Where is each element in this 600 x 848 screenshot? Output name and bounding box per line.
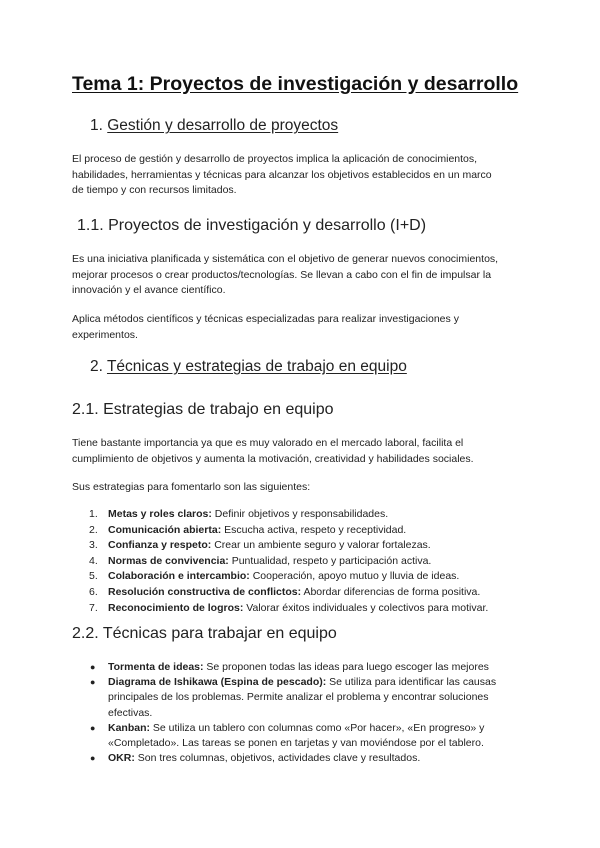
list-number: 1. — [89, 508, 98, 520]
paragraph-line: Es una iniciativa planificada y sistemática con el objetivo de generar nuevos conocimientos, — [72, 253, 499, 265]
paragraph-line: Tiene bastante importancia ya que es muy valorado en el mercado laboral, facilita el — [72, 437, 464, 449]
section-1-title: Gestión y desarrollo de proyectos — [107, 117, 339, 134]
section-2-heading — [90, 358, 407, 376]
list-text: Cooperación, apoyo mutuo y lluvia de ideas. — [249, 570, 460, 583]
list-text: Se utiliza un tablero con columnas como «Por hacer», «En progreso» y — [150, 721, 485, 734]
section-2-1-intro: Sus estrategias para fomentarlo son las siguientes: — [72, 481, 311, 493]
bullet-icon: ● — [90, 677, 96, 688]
page-title: Tema 1: Proyectos de investigación y desarrollo — [72, 73, 519, 95]
list-number: 2. — [89, 523, 98, 536]
list-item — [72, 721, 532, 751]
paragraph-line: experimentos. — [72, 328, 138, 341]
list-item — [72, 507, 488, 523]
bullet-icon: ● — [90, 753, 96, 764]
list-term: Resolución constructiva de conflictos: — [108, 585, 302, 598]
list-text: Se proponen todas las ideas para luego escoger las mejores — [203, 661, 489, 673]
list-term: Diagrama de Ishikawa (Espina de pescado): — [108, 676, 327, 689]
list-term: Reconocimiento de logros: — [108, 601, 244, 614]
section-1-1-heading: 1.1. Proyectos de investigación y desarrollo (I+D) — [77, 217, 427, 234]
list-item — [72, 675, 532, 721]
paragraph-line: innovación y el avance científico. — [72, 284, 226, 297]
paragraph-line: mejorar procesos o crear productos/tecnologías. Se llevan a cabo con el fin de impulsar la — [72, 268, 492, 281]
paragraph-line: de tiempo y con recursos limitados. — [72, 184, 237, 197]
list-text: Se utiliza para identificar las causas — [326, 676, 497, 689]
section-1-1-paragraph-1 — [72, 252, 532, 299]
list-item — [72, 523, 488, 539]
list-number: 7. — [89, 601, 98, 614]
list-item — [72, 538, 488, 554]
list-text: Crear un ambiente seguro y valorar fortalezas. — [211, 539, 431, 552]
section-1-paragraph — [72, 152, 532, 199]
paragraph-line: cumplimiento de objetivos y aumenta la motivación, creatividad y habilidades sociales. — [72, 452, 474, 465]
techniques-list — [72, 660, 532, 766]
section-1-heading — [90, 117, 338, 135]
list-number: 3. — [89, 539, 98, 552]
paragraph-line: El proceso de gestión y desarrollo de proyectos implica la aplicación de conocimientos, — [72, 153, 478, 165]
list-text: Puntualidad, respeto y participación activa. — [228, 554, 432, 567]
list-term: OKR: — [108, 752, 135, 765]
list-item — [72, 601, 488, 617]
list-text: principales de los problemas. Permite analizar el problema y encontrar soluciones — [108, 691, 489, 704]
list-item — [72, 569, 488, 585]
section-2-2-heading: 2.2. Técnicas para trabajar en equipo — [72, 625, 337, 642]
section-2-1-paragraph — [72, 436, 532, 467]
bullet-icon: ● — [90, 662, 96, 672]
list-item — [72, 751, 532, 766]
list-text: Escucha activa, respeto y receptividad. — [221, 523, 407, 536]
list-item — [72, 660, 532, 675]
paragraph-line: Aplica métodos científicos y técnicas especializadas para realizar investigaciones y — [72, 313, 459, 325]
list-term: Normas de convivencia: — [108, 554, 229, 567]
list-text: «Completado». Las tareas se ponen en tarjetas y van moviéndose por el tablero. — [108, 737, 484, 750]
list-text: Son tres columnas, objetivos, actividades clave y resultados. — [134, 752, 421, 765]
list-text: Abordar diferencias de forma positiva. — [301, 585, 481, 598]
list-term: Confianza y respeto: — [108, 539, 212, 552]
list-text: efectivas. — [108, 706, 153, 719]
list-term: Kanban: — [108, 721, 150, 734]
list-text: Definir objetivos y responsabilidades. — [211, 508, 389, 520]
list-term: Comunicación abierta: — [108, 523, 222, 536]
strategies-list — [72, 507, 488, 616]
list-number: 5. — [89, 570, 98, 583]
list-number: 6. — [89, 585, 98, 598]
paragraph-line: habilidades, herramientas y técnicas para alcanzar los objetivos establecidos en un marco — [72, 168, 492, 181]
list-item — [72, 554, 488, 570]
list-term: Colaboración e intercambio: — [108, 570, 250, 583]
section-1-1-paragraph-2 — [72, 312, 532, 343]
list-number: 4. — [89, 554, 98, 567]
section-2-number: 2. — [90, 358, 103, 375]
list-term: Metas y roles claros: — [108, 508, 212, 520]
section-2-title: Técnicas y estrategias de trabajo en equipo — [106, 358, 407, 375]
list-term: Tormenta de ideas: — [108, 661, 204, 673]
list-text: Valorar éxitos individuales y colectivos para motivar. — [243, 601, 489, 614]
list-item — [72, 585, 488, 601]
section-1-number: 1. — [90, 117, 103, 134]
bullet-icon: ● — [90, 722, 96, 733]
section-2-1-heading: 2.1. Estrategias de trabajo en equipo — [72, 401, 334, 418]
